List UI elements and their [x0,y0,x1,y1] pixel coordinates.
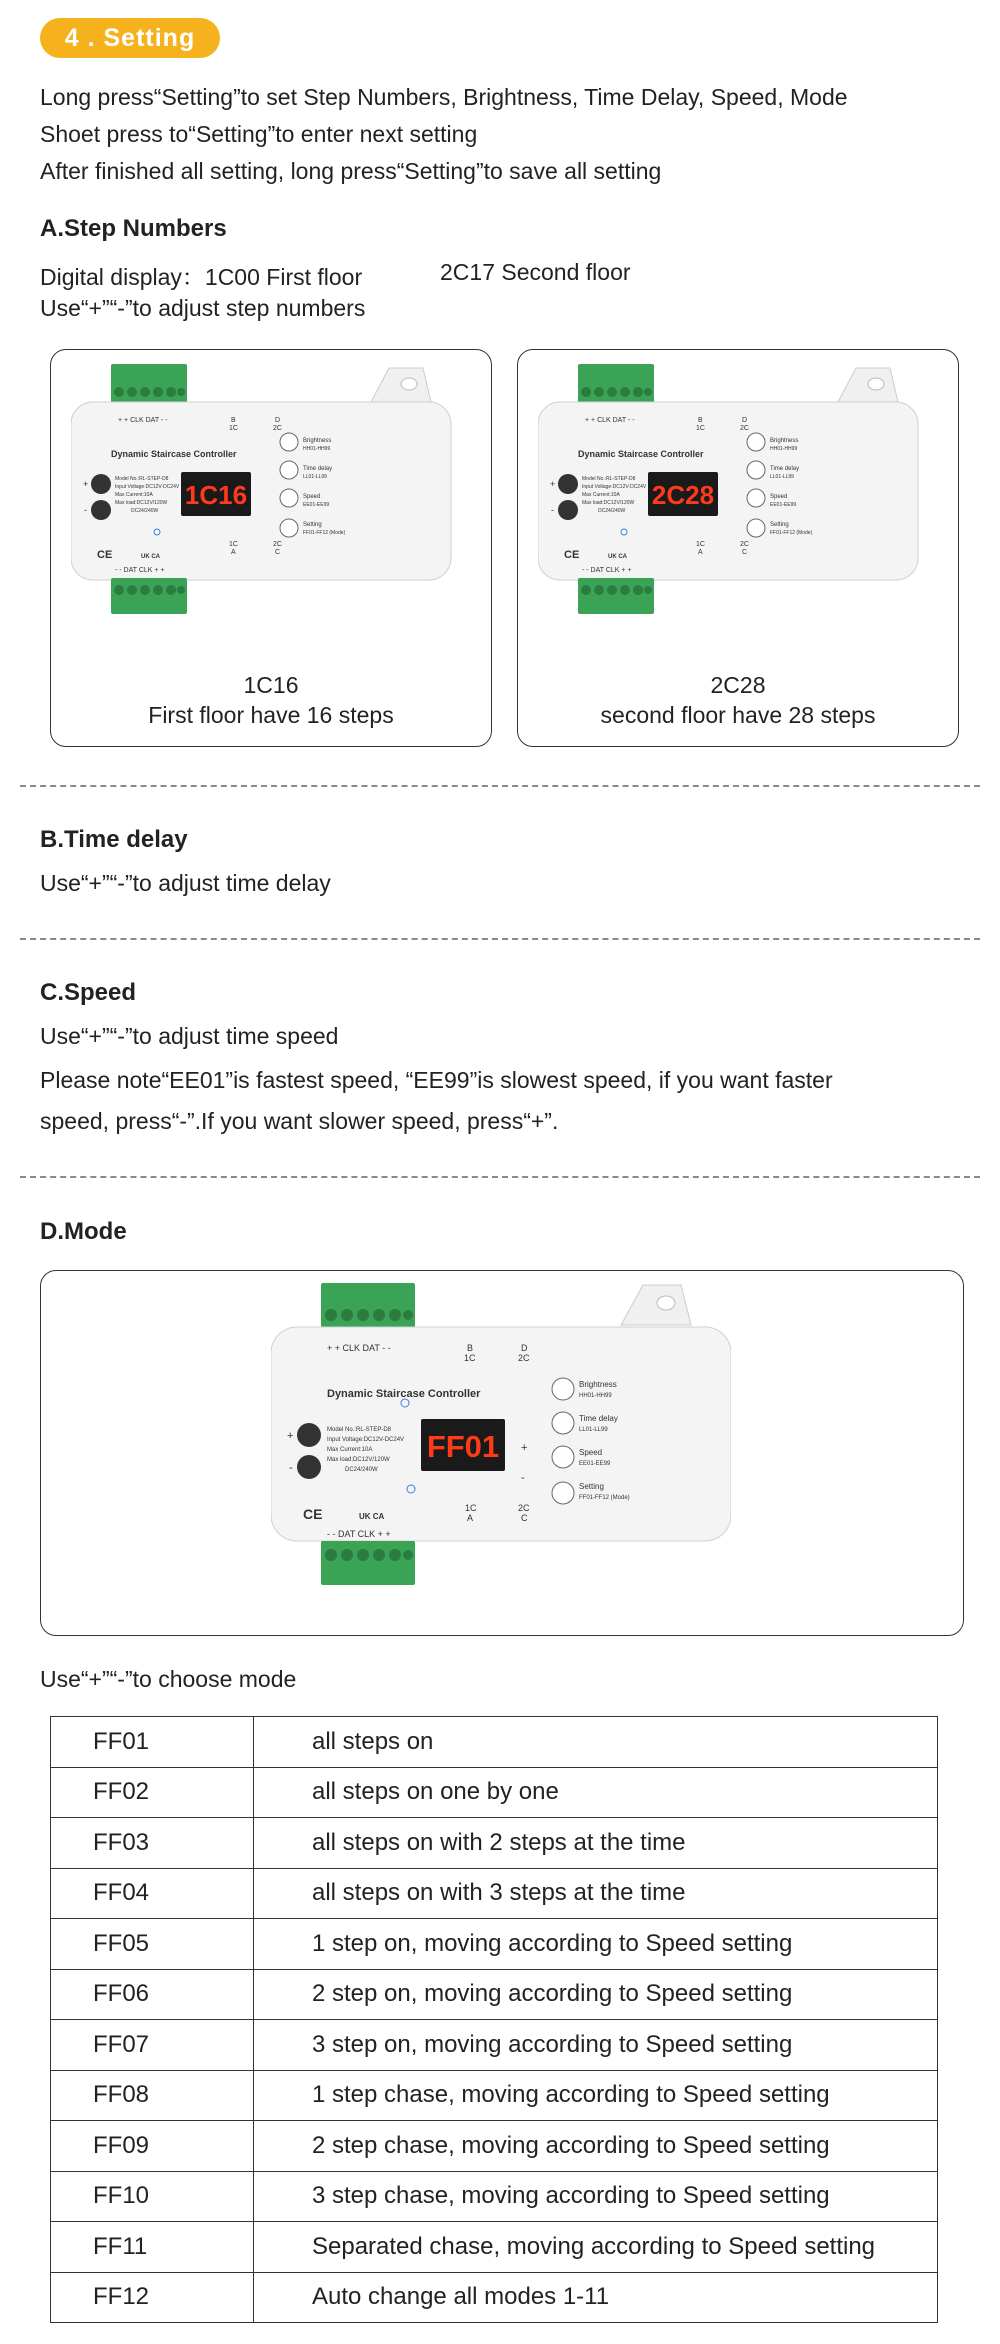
ce-mark: CE [303,1506,323,1522]
section-divider [20,938,980,940]
table-row [51,2020,938,2071]
port-a-label: A [698,549,703,556]
mode-description: 3 step on, moving according to Speed setting [254,2020,938,2071]
btn-speed-range: EE01-EE99 [770,502,797,508]
btn-brightness-range: HH01-HH99 [303,446,331,452]
example-caption: second floor have 28 steps [600,702,876,728]
mode-code: FF03 [51,1818,254,1869]
top-terminal-labels: + + CLK DAT - - [585,417,635,424]
btn-setting-range: FF01-FF12 (Mode) [579,1495,630,1501]
port-d-label: D [742,417,748,424]
btn-time-delay-label: Time delay [770,466,800,472]
step-numbers-heading: A.Step Numbers [40,215,227,242]
port-b-label: B [231,417,236,424]
intro-line-3: After finished all setting, long press“Setting”to save all setting [40,158,662,184]
port-c-label: C [275,549,281,556]
mode-description: all steps on with 3 steps at the time [254,1868,938,1919]
example-caption: First floor have 16 steps [148,702,394,728]
table-row [51,2222,938,2273]
port-1c-bottom: 1C [696,541,705,548]
svg-text:-: - [289,1462,293,1474]
controller-device-image [538,362,938,662]
mode-code: FF05 [51,1919,254,1970]
max-load-label: Max load:DC12V/120W [115,500,168,506]
mode-code: FF12 [51,2272,254,2323]
btn-setting-label: Setting [770,522,789,528]
mode-heading: D.Mode [40,1218,127,1245]
btn-setting-range: FF01-FF12 (Mode) [303,530,346,536]
svg-text:+: + [521,1442,528,1454]
top-terminal-labels: + + CLK DAT - - [118,417,168,424]
btn-brightness-label: Brightness [770,438,799,444]
mode-code: FF08 [51,2070,254,2121]
table-row [51,1818,938,1869]
led-display: 2C28 [651,480,715,510]
port-2c-bottom: 2C [518,1503,530,1513]
bottom-terminal-labels: - - DAT CLK + + [582,567,632,574]
bottom-terminal-labels: - - DAT CLK + + [115,567,165,574]
mode-code: FF02 [51,1767,254,1818]
mode-description: 3 step chase, moving according to Speed setting [254,2171,938,2222]
mode-adjust-text: Use“+”“-”to choose mode [40,1666,297,1692]
btn-setting-range: FF01-FF12 (Mode) [770,530,813,536]
ce-mark: CE [564,549,580,561]
svg-text:+: + [550,479,556,489]
example-frame-first-floor [50,349,492,747]
ukca-mark: UK CA [608,554,627,560]
btn-speed-label: Speed [770,494,788,500]
mode-description: all steps on one by one [254,1767,938,1818]
mode-description: Separated chase, moving according to Speed setting [254,2222,938,2273]
mode-description: Auto change all modes 1-11 [254,2272,938,2323]
example-code: 1C16 [243,672,299,698]
mode-code: FF06 [51,1969,254,2020]
mode-device-frame [40,1270,964,1636]
mode-table [50,1716,938,2323]
port-1c-bottom: 1C [465,1503,477,1513]
btn-speed-range: EE01-EE99 [303,502,330,508]
device-title: Dynamic Staircase Controller [111,449,237,459]
device-title: Dynamic Staircase Controller [327,1388,481,1400]
model-label: Model No.:RL-STEP-D8 [327,1427,392,1433]
port-b-label: B [698,417,703,424]
table-row [51,2171,938,2222]
ukca-mark: UK CA [141,554,160,560]
port-2c-label: 2C [518,1353,530,1363]
time-delay-heading: B.Time delay [40,826,188,853]
max-current-label: Max Current:10A [582,492,620,498]
first-floor-example: 1C00 First floor [204,264,363,290]
section-divider [20,785,980,787]
section-divider [20,1176,980,1178]
speed-text: Use“+”“-”to adjust time speed [40,1023,339,1049]
led-display: 1C16 [184,480,248,510]
model-label: Model No.:RL-STEP-D8 [582,476,636,482]
btn-time-delay-label: Time delay [579,1414,618,1423]
mode-code: FF11 [51,2222,254,2273]
port-b-label: B [467,1343,474,1353]
max-load-label-2: DC24/240W [345,1467,378,1473]
port-1c-bottom: 1C [229,541,238,548]
digital-display-line [40,259,362,292]
mode-code: FF07 [51,2020,254,2071]
svg-text:-: - [551,505,554,515]
controller-device-image [271,1275,731,1627]
mode-code: FF01 [51,1717,254,1768]
ukca-mark: UK CA [359,1512,385,1521]
btn-setting-label: Setting [579,1482,604,1491]
port-c-label: C [521,1513,528,1523]
max-load-label-2: DC24/240W [131,508,159,514]
bottom-terminal-labels: - - DAT CLK + + [327,1529,391,1539]
example-frame-second-floor [517,349,959,747]
port-a-label: A [231,549,236,556]
port-2c-bottom: 2C [740,541,749,548]
port-1c-label: 1C [229,425,238,432]
mode-code: FF10 [51,2171,254,2222]
btn-brightness-label: Brightness [579,1380,617,1389]
step-numbers-adjust: Use“+”“-”to adjust step numbers [40,295,366,321]
btn-speed-label: Speed [303,494,321,500]
digital-display-label: Digital display： [40,264,205,290]
btn-time-delay-label: Time delay [303,466,333,472]
btn-brightness-label: Brightness [303,438,332,444]
example-code: 2C28 [710,672,766,698]
btn-speed-range: EE01-EE99 [579,1461,611,1467]
input-voltage-label: Input Voltage:DC12V-DC24V [115,484,180,490]
btn-time-delay-range: LL01-LL99 [770,474,794,480]
mode-description: all steps on [254,1717,938,1768]
btn-speed-label: Speed [579,1448,603,1457]
speed-note-line-2: speed, press“-”.If you want slower speed, press“+”. [40,1108,559,1134]
mode-description: 2 step on, moving according to Speed setting [254,1969,938,2020]
table-row [51,2272,938,2323]
port-2c-bottom: 2C [273,541,282,548]
section-badge: 4 . Setting [40,18,220,58]
max-load-label: Max load:DC12V/120W [327,1457,390,1463]
mode-code: FF04 [51,1868,254,1919]
port-c-label: C [742,549,748,556]
mode-description: 2 step chase, moving according to Speed setting [254,2121,938,2172]
svg-text:+: + [83,479,89,489]
table-row [51,2070,938,2121]
btn-brightness-range: HH01-HH99 [770,446,798,452]
mode-code: FF09 [51,2121,254,2172]
btn-time-delay-range: LL01-LL99 [579,1427,608,1433]
port-2c-label: 2C [273,425,282,432]
intro-line-2: Shoet press to“Setting”to enter next setting [40,121,478,147]
port-d-label: D [521,1343,528,1353]
port-1c-label: 1C [464,1353,476,1363]
controller-device-image [71,362,471,662]
svg-text:+: + [287,1430,294,1442]
table-row [51,1717,938,1768]
table-row [51,1868,938,1919]
port-a-label: A [467,1513,474,1523]
port-1c-label: 1C [696,425,705,432]
device-title: Dynamic Staircase Controller [578,449,704,459]
second-floor-example: 2C17 Second floor [440,259,631,285]
svg-text:-: - [521,1472,525,1484]
time-delay-text: Use“+”“-”to adjust time delay [40,870,331,896]
ce-mark: CE [97,549,113,561]
input-voltage-label: Input Voltage:DC12V-DC24V [327,1437,405,1443]
table-row [51,1969,938,2020]
max-load-label-2: DC24/240W [598,508,626,514]
btn-brightness-range: HH01-HH99 [579,1393,612,1399]
svg-text:-: - [84,505,87,515]
input-voltage-label: Input Voltage:DC12V-DC24V [582,484,647,490]
speed-heading: C.Speed [40,979,137,1006]
btn-setting-label: Setting [303,522,322,528]
speed-note-line-1: Please note“EE01”is fastest speed, “EE99”is slowest speed, if you want faster [40,1067,833,1093]
max-current-label: Max Current:10A [115,492,153,498]
model-label: Model No.:RL-STEP-D8 [115,476,169,482]
mode-description: 1 step chase, moving according to Speed setting [254,2070,938,2121]
mode-description: all steps on with 2 steps at the time [254,1818,938,1869]
max-load-label: Max load:DC12V/120W [582,500,635,506]
max-current-label: Max Current:10A [327,1447,373,1453]
top-terminal-labels: + + CLK DAT - - [327,1343,391,1353]
led-display: FF01 [426,1429,500,1464]
port-d-label: D [275,417,281,424]
intro-line-1: Long press“Setting”to set Step Numbers, Brightness, Time Delay, Speed, Mode [40,84,848,110]
table-row [51,1767,938,1818]
btn-time-delay-range: LL01-LL99 [303,474,327,480]
mode-description: 1 step on, moving according to Speed setting [254,1919,938,1970]
table-row [51,2121,938,2172]
table-row [51,1919,938,1970]
port-2c-label: 2C [740,425,749,432]
